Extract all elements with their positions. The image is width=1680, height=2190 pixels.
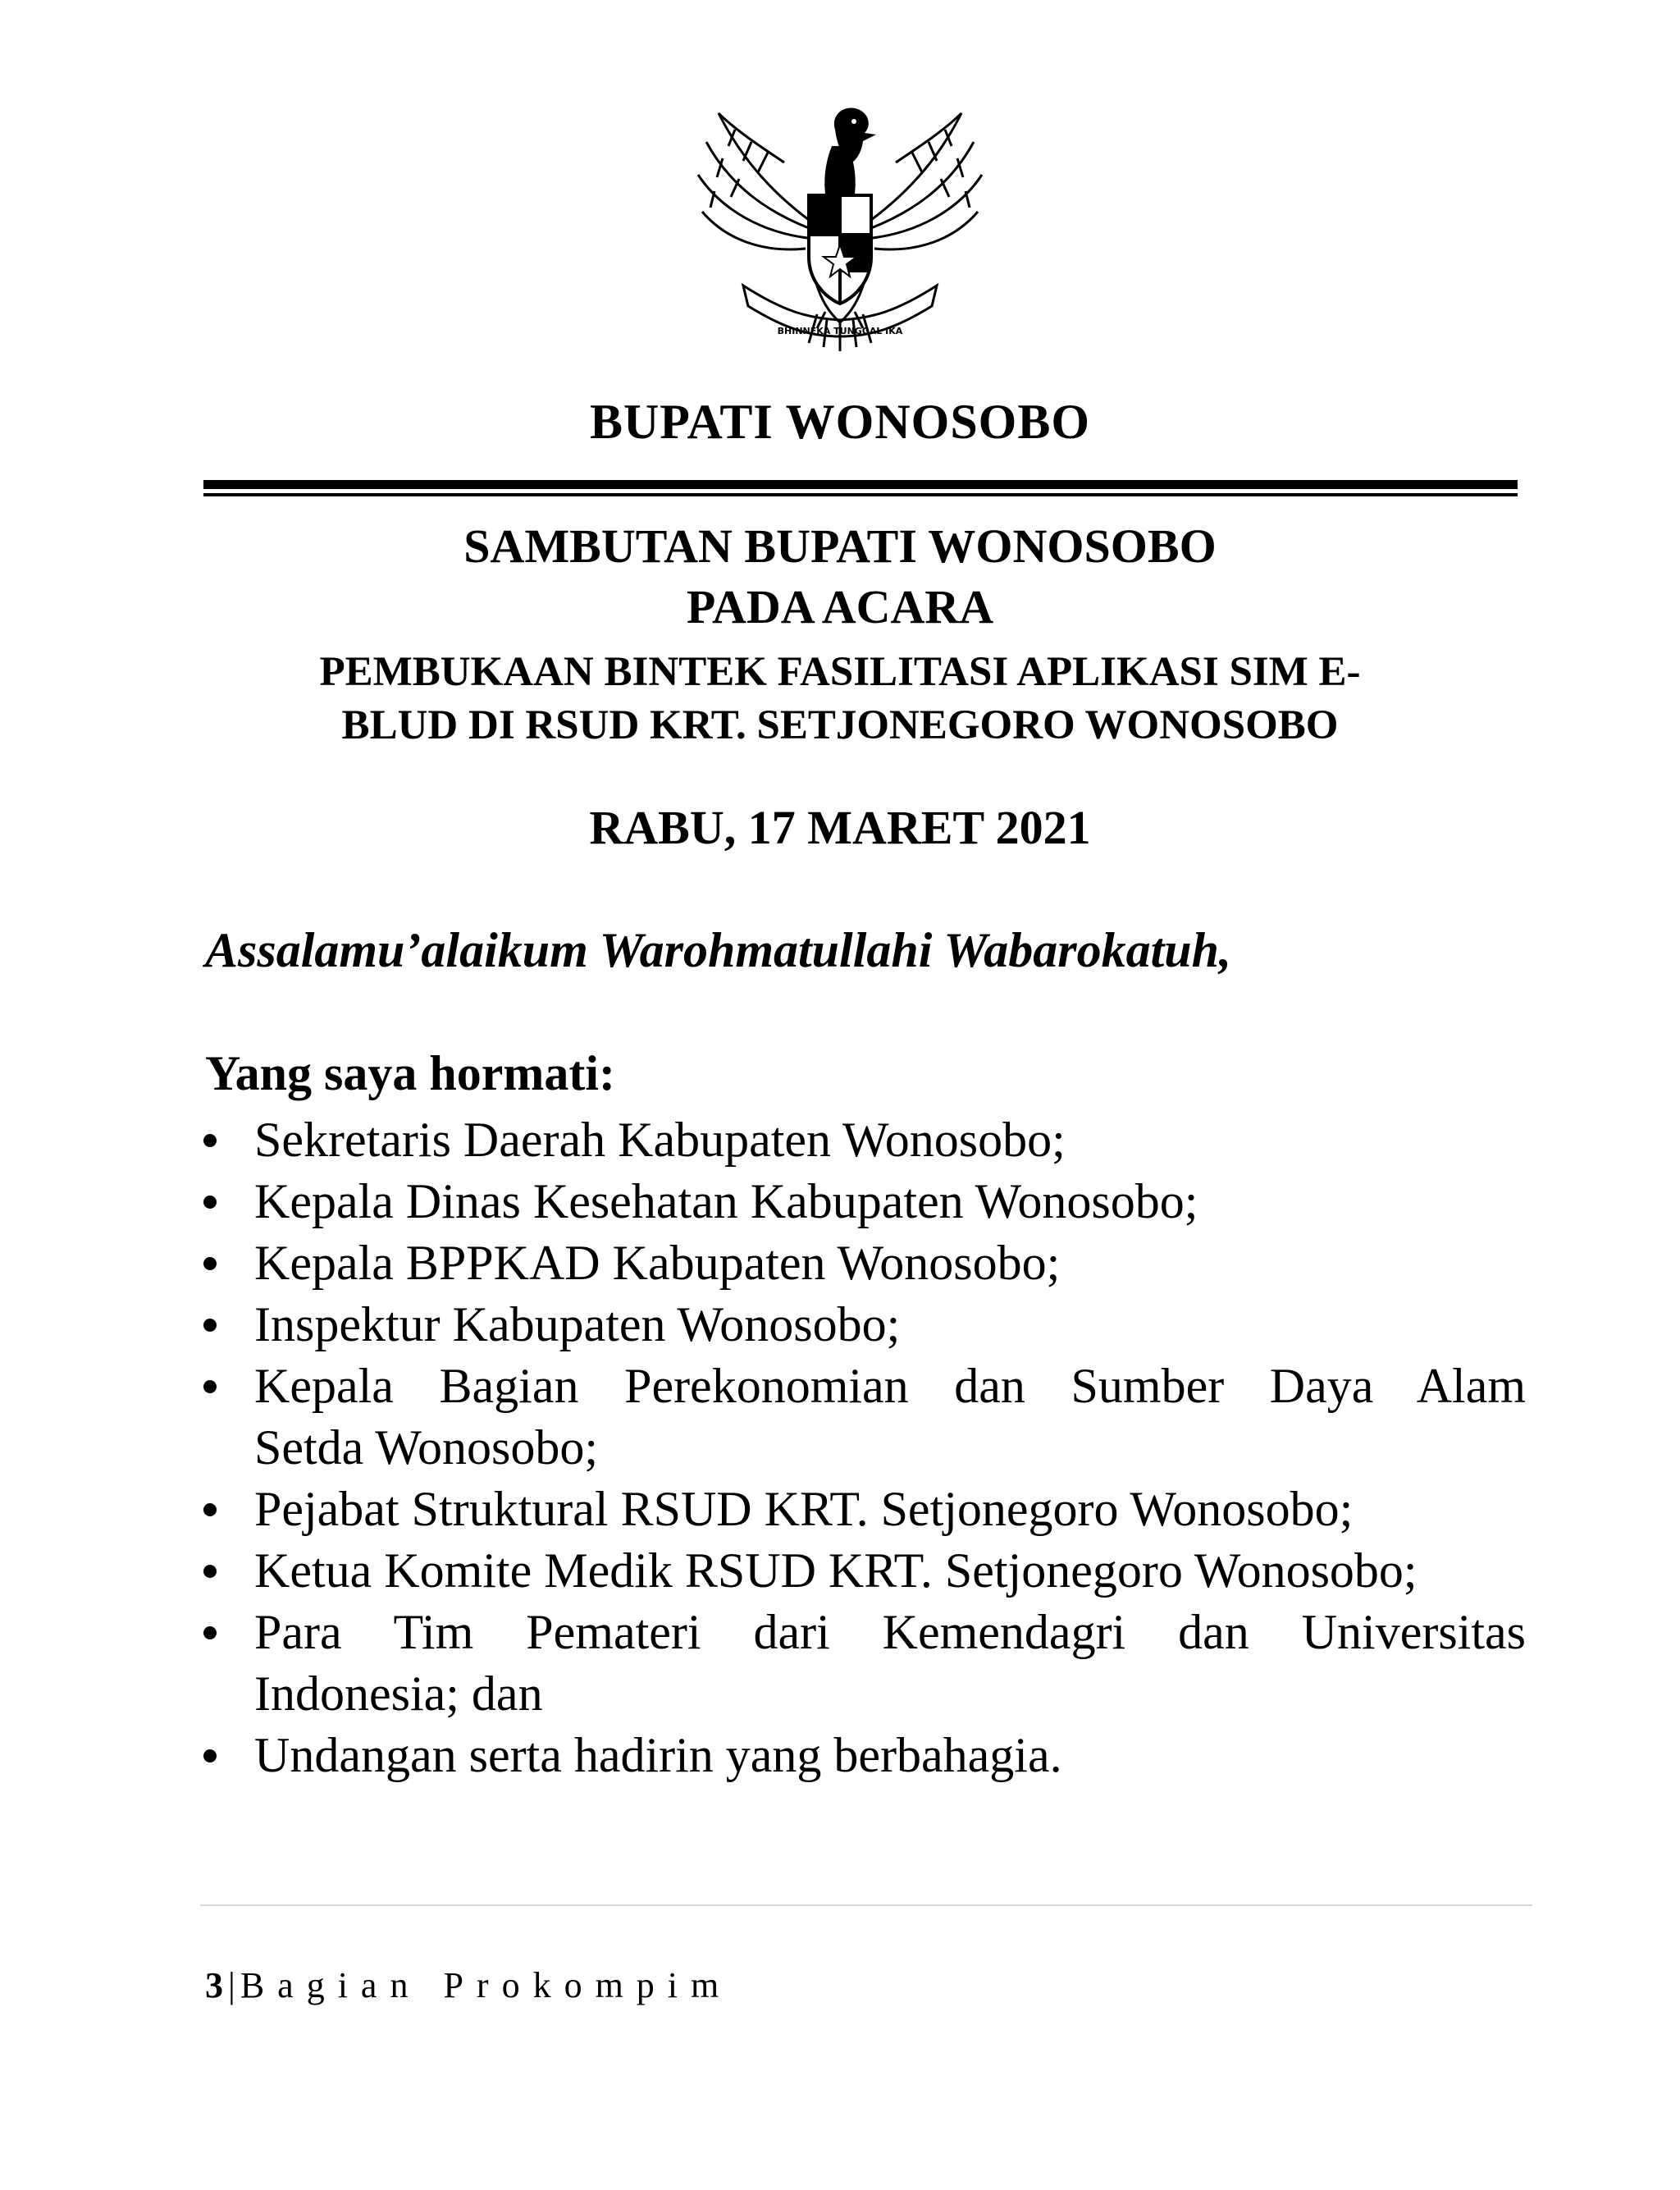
addressee-text xyxy=(254,1602,1526,1725)
addressee-line: Indonesia; dan xyxy=(254,1667,543,1721)
page-footer xyxy=(205,1964,732,2006)
bullet-icon xyxy=(203,1626,217,1639)
bullet-icon xyxy=(203,1196,217,1209)
addressee-line: Inspektur Kabupaten Wonosobo; xyxy=(254,1297,901,1351)
addressee-item xyxy=(203,1479,1526,1540)
addressee-line: Ketua Komite Medik RSUD KRT. Setjonegoro Wonosobo; xyxy=(254,1543,1418,1598)
addressee-item xyxy=(203,1171,1526,1232)
svg-text:BHINNEKA TUNGGAL IKA: BHINNEKA TUNGGAL IKA xyxy=(777,326,903,336)
addressee-line: Undangan serta hadirin yang berbahagia. xyxy=(254,1728,1062,1782)
addressee-line: Setda Wonosobo; xyxy=(254,1420,599,1474)
footer-separator: | xyxy=(228,1965,235,2005)
addressee-line: Kepala Dinas Kesehatan Kabupaten Wonosobo; xyxy=(254,1174,1198,1228)
bullet-icon xyxy=(203,1749,217,1763)
event-date: RABU, 17 MARET 2021 xyxy=(589,801,1091,854)
greeting: Assalamu’alaikum Warohmatullahi Wabarokatuh, xyxy=(205,923,1231,977)
bullet-icon xyxy=(203,1380,217,1393)
addressee-text xyxy=(254,1356,1526,1479)
addressee-text xyxy=(254,1294,1526,1356)
addressee-text xyxy=(254,1725,1526,1786)
addressee-item xyxy=(203,1540,1526,1602)
bullet-icon xyxy=(203,1257,217,1270)
addressee-item xyxy=(203,1602,1526,1725)
addressee-item xyxy=(203,1356,1526,1479)
garuda-emblem xyxy=(686,97,994,386)
bullet-icon xyxy=(203,1503,217,1516)
addressee-list xyxy=(203,1109,1526,1786)
addressee-text xyxy=(254,1540,1526,1602)
addressee-item xyxy=(203,1725,1526,1786)
speech-title-line-4: BLUD DI RSUD KRT. SETJONEGORO WONOSOBO xyxy=(341,702,1339,748)
footer-divider xyxy=(200,1904,1532,1906)
bullet-icon xyxy=(203,1319,217,1332)
addressee-text xyxy=(254,1171,1526,1232)
addressee-text xyxy=(254,1232,1526,1294)
speech-title-line-3: PEMBUKAAN BINTEK FASILITASI APLIKASI SIM E- xyxy=(319,649,1361,695)
page-number: 3 xyxy=(205,1965,223,2005)
bullet-icon xyxy=(203,1134,217,1147)
speech-title-line-2: PADA ACARA xyxy=(686,580,994,633)
header-divider-thick xyxy=(203,480,1518,489)
addressee-text xyxy=(254,1479,1526,1540)
org-title: BUPATI WONOSOBO xyxy=(589,395,1091,449)
footer-department: Bagian Prokompim xyxy=(240,1965,733,2005)
bullet-icon xyxy=(203,1565,217,1578)
addressee-item xyxy=(203,1109,1526,1171)
addressee-line: Kepala Bagian Perekonomian dan Sumber Daya Alam xyxy=(254,1359,1526,1413)
speech-title-line-1: SAMBUTAN BUPATI WONOSOBO xyxy=(463,519,1217,573)
addressee-item xyxy=(203,1294,1526,1356)
addressee-line: Sekretaris Daerah Kabupaten Wonosobo; xyxy=(254,1113,1066,1167)
addressee-item xyxy=(203,1232,1526,1294)
addressee-line: Kepala BPPKAD Kabupaten Wonosobo; xyxy=(254,1236,1061,1290)
addressees-heading: Yang saya hormati: xyxy=(205,1046,616,1100)
header-divider-thin xyxy=(203,493,1518,496)
addressee-line: Pejabat Struktural RSUD KRT. Setjonegoro Wonosobo; xyxy=(254,1482,1354,1536)
addressee-text xyxy=(254,1109,1526,1171)
addressee-line: Para Tim Pemateri dari Kemendagri dan Universitas xyxy=(254,1605,1526,1659)
